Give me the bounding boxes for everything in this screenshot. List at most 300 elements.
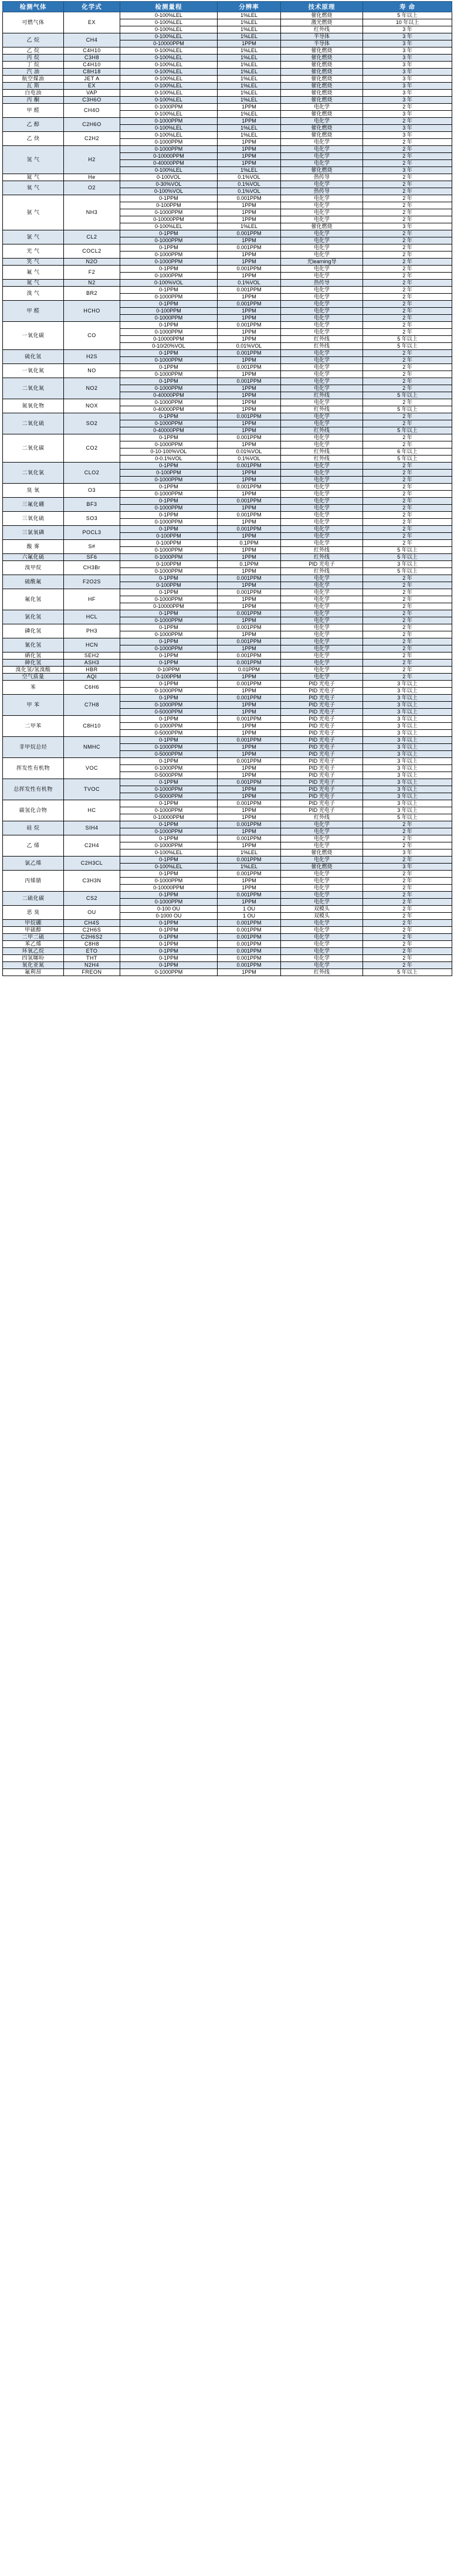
cell-formula: CO [64, 322, 120, 350]
cell-range: 0-1PPM [120, 244, 218, 252]
cell-gas-name: 二硫化碳 [3, 892, 64, 906]
cell-lifetime: 3 年 [363, 132, 452, 139]
table-row [3, 948, 452, 955]
cell-resolution: 0.001PPM [218, 962, 281, 969]
cell-range: 0-1000PPM [120, 104, 218, 111]
cell-technology: 电化学 [281, 441, 363, 448]
cell-lifetime: 2 年 [363, 842, 452, 849]
cell-resolution: 1PPM [218, 505, 281, 512]
cell-gas-name: 可燃气体 [3, 12, 64, 33]
cell-range: 0-1000PPM [120, 744, 218, 751]
cell-gas-name: 环氧乙烷 [3, 948, 64, 955]
cell-gas-name: 航空煤油 [3, 76, 64, 83]
cell-range: 0-1000PPM [120, 554, 218, 561]
cell-lifetime: 5 年以上 [363, 427, 452, 434]
cell-range: 0-1PPM [120, 857, 218, 864]
cell-resolution: 1 OU [218, 913, 281, 920]
cell-technology: 电化学 [281, 948, 363, 955]
cell-range: 0-1000PPM [120, 371, 218, 378]
cell-technology: 电化学 [281, 575, 363, 582]
table-row [3, 83, 452, 90]
cell-technology: 电化学 [281, 434, 363, 441]
cell-technology: PID 光电子 [281, 737, 363, 744]
cell-technology: 催化燃烧 [281, 69, 363, 76]
cell-range: 0-100%LEL [120, 55, 218, 62]
cell-technology: 催化燃烧 [281, 167, 363, 174]
cell-resolution: 0.001PPM [218, 266, 281, 273]
cell-technology: 电化学 [281, 216, 363, 223]
cell-lifetime: 2 年 [363, 104, 452, 111]
table-row [3, 301, 452, 308]
cell-range: 0-1000PPM [120, 807, 218, 814]
cell-resolution: 1PPM [218, 315, 281, 322]
cell-formula: O2 [64, 181, 120, 195]
table-row [3, 55, 452, 62]
table-row [3, 280, 452, 287]
table-row [3, 667, 452, 674]
table-row [3, 892, 452, 899]
cell-lifetime: 3 年以上 [363, 730, 452, 737]
cell-lifetime: 2 年 [363, 371, 452, 378]
cell-resolution: 1PPM [218, 674, 281, 681]
cell-lifetime: 2 年 [363, 913, 452, 920]
cell-technology: 红外线 [281, 568, 363, 575]
cell-technology: 催化燃烧 [281, 83, 363, 90]
cell-range: 0-1000PPM [120, 273, 218, 280]
cell-lifetime: 2 年 [363, 322, 452, 329]
cell-resolution: 0.001PPM [218, 653, 281, 660]
cell-lifetime: 2 年 [363, 878, 452, 885]
cell-lifetime: 5 年以上 [363, 568, 452, 575]
cell-range: 0-1PPM [120, 800, 218, 807]
cell-resolution: 1PPM [218, 631, 281, 638]
cell-resolution: 1%LEL [218, 97, 281, 104]
cell-resolution: 1PPM [218, 899, 281, 906]
cell-formula: BF3 [64, 498, 120, 512]
cell-gas-name: 甲硫醇 [3, 927, 64, 934]
cell-range: 0-5000PPM [120, 793, 218, 800]
cell-technology: 电化学 [281, 589, 363, 596]
cell-resolution: 0.001PPM [218, 892, 281, 899]
cell-resolution: 0.001PPM [218, 484, 281, 491]
cell-range: 0-100%LEL [120, 849, 218, 857]
cell-range: 0-100%LEL [120, 111, 218, 118]
cell-lifetime: 2 年 [363, 624, 452, 631]
cell-technology: PID 光电子 [281, 702, 363, 709]
cell-lifetime: 2 年 [363, 385, 452, 392]
cell-range: 0-1000PPM [120, 547, 218, 554]
cell-lifetime: 2 年 [363, 477, 452, 484]
cell-formula: HCN [64, 638, 120, 653]
cell-formula: COCL2 [64, 244, 120, 259]
cell-lifetime: 5 年以上 [363, 814, 452, 821]
cell-technology: 电化学 [281, 821, 363, 828]
cell-range: 0-100PPM [120, 582, 218, 589]
cell-technology: 电化学 [281, 512, 363, 519]
cell-technology: PID 光电子 [281, 744, 363, 751]
cell-lifetime: 2 年 [363, 962, 452, 969]
cell-gas-name: 丁 烷 [3, 62, 64, 69]
cell-technology: 电化学 [281, 927, 363, 934]
table-row [3, 955, 452, 962]
cell-range: 0-1PPM [120, 920, 218, 927]
column-header-technology: 技术原理 [281, 2, 363, 12]
cell-gas-name: 乙 醇 [3, 118, 64, 132]
cell-lifetime: 3 年以上 [363, 744, 452, 751]
cell-resolution: 0.1%VOL [218, 456, 281, 463]
cell-resolution: 0.001PPM [218, 920, 281, 927]
cell-technology: PID 光电子 [281, 772, 363, 779]
cell-gas-name: 二氧化硫 [3, 413, 64, 434]
cell-lifetime: 2 年 [363, 533, 452, 540]
table-row [3, 554, 452, 561]
cell-resolution: 1PPM [218, 139, 281, 146]
cell-resolution: 1PPM [218, 160, 281, 167]
cell-formula: C2H6S [64, 927, 120, 934]
cell-technology: 电化学 [281, 878, 363, 885]
cell-technology: 电化学 [281, 322, 363, 329]
cell-lifetime: 2 年 [363, 188, 452, 195]
cell-range: 0-1PPM [120, 484, 218, 491]
cell-range: 0-40000PPM [120, 160, 218, 167]
cell-gas-name: 空气质量 [3, 674, 64, 681]
cell-resolution: 0.1PPM [218, 561, 281, 568]
cell-range: 0-1PPM [120, 955, 218, 962]
cell-resolution: 0.001PPM [218, 737, 281, 744]
cell-range: 0-1000PPM [120, 617, 218, 624]
table-row [3, 561, 452, 568]
cell-range: 0-100 OU [120, 906, 218, 913]
cell-lifetime: 2 年 [363, 835, 452, 842]
cell-lifetime: 2 年 [363, 610, 452, 617]
table-row [3, 47, 452, 55]
cell-range: 0-1000PPM [120, 294, 218, 301]
gas-spec-table [2, 1, 452, 976]
table-row [3, 512, 452, 519]
cell-resolution: 1PPM [218, 554, 281, 561]
cell-lifetime: 2 年 [363, 470, 452, 477]
cell-technology: PID 光电子 [281, 723, 363, 730]
cell-range: 0-1PPM [120, 948, 218, 955]
cell-range: 0-1PPM [120, 716, 218, 723]
cell-range: 0-100%LEL [120, 12, 218, 19]
cell-lifetime: 2 年 [363, 920, 452, 927]
cell-lifetime: 2 年 [363, 660, 452, 667]
cell-lifetime: 2 年 [363, 505, 452, 512]
cell-range: 0-1000PPM [120, 765, 218, 772]
cell-range: 0-1PPM [120, 364, 218, 371]
cell-range: 0-1PPM [120, 681, 218, 688]
cell-formula: He [64, 174, 120, 181]
cell-range: 0-10000PPM [120, 216, 218, 223]
cell-range: 0-1000PPM [120, 828, 218, 835]
cell-resolution: 0.001PPM [218, 934, 281, 941]
cell-range: 0-5000PPM [120, 751, 218, 758]
cell-resolution: 1PPM [218, 470, 281, 477]
cell-resolution: 1PPM [218, 533, 281, 540]
cell-resolution: 0.001PPM [218, 301, 281, 308]
cell-lifetime: 2 年 [363, 181, 452, 188]
cell-gas-name: 氢 气 [3, 146, 64, 174]
cell-gas-name: 二甲二硫 [3, 934, 64, 941]
table-body [3, 12, 452, 976]
cell-technology: PID 光电子 [281, 786, 363, 793]
cell-range: 0-1PPM [120, 758, 218, 765]
cell-technology: 半导体 [281, 33, 363, 40]
cell-technology: 电化学 [281, 104, 363, 111]
cell-gas-name: 溴甲烷 [3, 561, 64, 575]
cell-formula: CO2 [64, 434, 120, 463]
cell-lifetime: 2 年 [363, 195, 452, 202]
cell-technology: 电化学 [281, 871, 363, 878]
cell-resolution: 1PPM [218, 709, 281, 716]
cell-resolution: 1PPM [218, 420, 281, 427]
cell-resolution: 1PPM [218, 730, 281, 737]
cell-gas-name: 甲 醛 [3, 104, 64, 118]
cell-range: 0-1PPM [120, 835, 218, 842]
cell-resolution: 1%LEL [218, 12, 281, 19]
table-row [3, 132, 452, 139]
cell-resolution: 1PPM [218, 441, 281, 448]
cell-technology: 电化学 [281, 653, 363, 660]
cell-technology: 电化学 [281, 195, 363, 202]
cell-range: 0-10000PPM [120, 153, 218, 160]
cell-range: 0-100PPM [120, 202, 218, 209]
cell-resolution: 0.001PPM [218, 716, 281, 723]
table-row [3, 399, 452, 406]
cell-lifetime: 3 年以上 [363, 737, 452, 744]
cell-range: 0-1000PPM [120, 399, 218, 406]
cell-resolution: 0.001PPM [218, 835, 281, 842]
cell-lifetime: 2 年 [363, 828, 452, 835]
table-row [3, 758, 452, 765]
cell-technology: 红外线 [281, 554, 363, 561]
cell-resolution: 1PPM [218, 842, 281, 849]
cell-range: 0-1000PPM [120, 237, 218, 244]
cell-lifetime: 3 年 [363, 125, 452, 132]
cell-range: 0-1PPM [120, 498, 218, 505]
cell-lifetime: 2 年 [363, 667, 452, 674]
cell-lifetime: 10 年以上 [363, 19, 452, 26]
cell-gas-name: 乙 烯 [3, 835, 64, 857]
cell-technology: 催化燃烧 [281, 12, 363, 19]
cell-resolution: 0.001PPM [218, 955, 281, 962]
cell-lifetime: 2 年 [363, 934, 452, 941]
cell-lifetime: 2 年 [363, 280, 452, 287]
table-row [3, 463, 452, 470]
cell-gas-name: 氮氧化物 [3, 399, 64, 413]
cell-formula: CH4S [64, 920, 120, 927]
cell-lifetime: 2 年 [363, 603, 452, 610]
cell-lifetime: 2 年 [363, 519, 452, 526]
cell-formula: C7H8 [64, 695, 120, 716]
cell-range: 0-100PPM [120, 308, 218, 315]
cell-technology: 电化学 [281, 857, 363, 864]
cell-range: 0-1PPM [120, 589, 218, 596]
cell-lifetime: 2 年 [363, 202, 452, 209]
cell-lifetime: 2 年 [363, 575, 452, 582]
cell-technology: 催化燃烧 [281, 62, 363, 69]
cell-gas-name: 瓦 斯 [3, 83, 64, 90]
table-row [3, 653, 452, 660]
cell-lifetime: 2 年 [363, 441, 452, 448]
cell-resolution: 1PPM [218, 645, 281, 653]
cell-formula: CLO2 [64, 463, 120, 484]
cell-technology: PID 光电子 [281, 695, 363, 702]
table-row [3, 69, 452, 76]
cell-range: 0-1PPM [120, 653, 218, 660]
cell-lifetime: 3 年以上 [363, 695, 452, 702]
cell-range: 0-100%VOL [120, 280, 218, 287]
cell-formula: C3H6O [64, 97, 120, 104]
cell-technology: 电化学 [281, 962, 363, 969]
cell-range: 0-10000PPM [120, 336, 218, 343]
cell-resolution: 1%LEL [218, 26, 281, 33]
cell-resolution: 1PPM [218, 118, 281, 125]
table-row [3, 364, 452, 371]
cell-formula: VAP [64, 90, 120, 97]
cell-range: 0-1000PPM [120, 568, 218, 575]
cell-range: 0-100%LEL [120, 167, 218, 174]
cell-resolution: 0.001PPM [218, 927, 281, 934]
table-row [3, 920, 452, 927]
table-row [3, 857, 452, 864]
cell-range: 0-1000PPM [120, 118, 218, 125]
cell-gas-name: 氧化亚氮 [3, 962, 64, 969]
cell-technology: 电化学 [281, 308, 363, 315]
cell-range: 0-100PPM [120, 533, 218, 540]
cell-lifetime: 3 年以上 [363, 561, 452, 568]
cell-technology: 红外线 [281, 336, 363, 343]
cell-technology: 电化学 [281, 252, 363, 259]
cell-range: 0-100%LEL [120, 132, 218, 139]
cell-formula: C4H10 [64, 62, 120, 69]
cell-resolution: 0.01PPM [218, 667, 281, 674]
cell-formula: EX [64, 12, 120, 33]
cell-resolution: 1%LEL [218, 167, 281, 174]
cell-range: 0-1000PPM [120, 420, 218, 427]
cell-gas-name: 三氟化硼 [3, 498, 64, 512]
cell-range: 0-100%LEL [120, 76, 218, 83]
cell-gas-name: 苯乙烯 [3, 941, 64, 948]
cell-lifetime: 5 年以上 [363, 547, 452, 554]
cell-technology: 红外线 [281, 448, 363, 456]
cell-formula: S# [64, 540, 120, 554]
cell-lifetime: 5 年以上 [363, 343, 452, 350]
cell-lifetime: 5 年以上 [363, 554, 452, 561]
cell-lifetime: 5 年以上 [363, 969, 452, 976]
cell-resolution: 1%LEL [218, 33, 281, 40]
cell-range: 0-1PPM [120, 378, 218, 385]
cell-range: 0-1000PPM [120, 688, 218, 695]
cell-technology: 电化学 [281, 420, 363, 427]
cell-gas-name: 氯乙烯 [3, 857, 64, 871]
cell-formula: NH3 [64, 195, 120, 230]
table-row [3, 540, 452, 547]
cell-technology: 光learning导 [281, 259, 363, 266]
cell-formula: C4H10 [64, 47, 120, 55]
cell-technology: 电化学 [281, 540, 363, 547]
table-header [3, 2, 452, 12]
cell-resolution: 1PPM [218, 596, 281, 603]
cell-resolution: 1%LEL [218, 223, 281, 230]
cell-resolution: 1PPM [218, 385, 281, 392]
cell-resolution: 0.001PPM [218, 378, 281, 385]
cell-formula: ETO [64, 948, 120, 955]
cell-resolution: 1PPM [218, 427, 281, 434]
cell-technology: PID 光电子 [281, 709, 363, 716]
cell-technology: 催化燃烧 [281, 55, 363, 62]
table-row [3, 737, 452, 744]
cell-technology: 双模头 [281, 906, 363, 913]
cell-lifetime: 2 年 [363, 948, 452, 955]
cell-resolution: 0.001PPM [218, 287, 281, 294]
cell-technology: PID 光电子 [281, 561, 363, 568]
cell-formula: CS2 [64, 892, 120, 906]
cell-resolution: 0.001PPM [218, 244, 281, 252]
cell-lifetime: 3 年 [363, 33, 452, 40]
cell-lifetime: 2 年 [363, 596, 452, 603]
cell-range: 0-1000 OU [120, 913, 218, 920]
cell-resolution: 0.001PPM [218, 948, 281, 955]
cell-resolution: 1PPM [218, 751, 281, 758]
cell-range: 0-1000PPM [120, 723, 218, 730]
cell-resolution: 1PPM [218, 582, 281, 589]
cell-gas-name: 一氧化碳 [3, 322, 64, 350]
cell-range: 0-1000PPM [120, 357, 218, 364]
cell-gas-name: 笑 气 [3, 259, 64, 266]
cell-formula: C8H18 [64, 69, 120, 76]
cell-lifetime: 2 年 [363, 259, 452, 266]
cell-lifetime: 2 年 [363, 273, 452, 280]
cell-lifetime: 3 年以上 [363, 786, 452, 793]
cell-gas-name: 溴化氢/氢溴酸 [3, 667, 64, 674]
cell-lifetime: 2 年 [363, 139, 452, 146]
cell-resolution: 1 OU [218, 906, 281, 913]
cell-range: 0-1000PPM [120, 259, 218, 266]
cell-resolution: 0.001PPM [218, 758, 281, 765]
cell-range: 0-1000PPM [120, 596, 218, 603]
cell-range: 0-1PPM [120, 434, 218, 441]
cell-technology: 电化学 [281, 301, 363, 308]
cell-resolution: 0.001PPM [218, 364, 281, 371]
cell-lifetime: 2 年 [363, 160, 452, 167]
cell-gas-name: 碳氢化合物 [3, 800, 64, 821]
cell-technology: PID 光电子 [281, 681, 363, 688]
table-row [3, 413, 452, 420]
cell-lifetime: 2 年 [363, 434, 452, 441]
cell-lifetime: 2 年 [363, 252, 452, 259]
cell-gas-name: 乙 炔 [3, 132, 64, 146]
cell-gas-name: 白电油 [3, 90, 64, 97]
cell-lifetime: 2 年 [363, 294, 452, 301]
cell-formula: C2H6O [64, 118, 120, 132]
cell-gas-name: 光 气 [3, 244, 64, 259]
cell-range: 0-1PPM [120, 941, 218, 948]
cell-formula: CL2 [64, 230, 120, 244]
cell-formula: OU [64, 906, 120, 920]
cell-gas-name: 四氢噻吩 [3, 955, 64, 962]
cell-resolution: 0.001PPM [218, 695, 281, 702]
cell-formula: C3H8 [64, 55, 120, 62]
cell-lifetime: 2 年 [363, 350, 452, 357]
cell-gas-name: 溴 气 [3, 287, 64, 301]
cell-technology: 热传导 [281, 188, 363, 195]
cell-range: 0-1PPM [120, 526, 218, 533]
cell-technology: 催化燃烧 [281, 76, 363, 83]
table-row [3, 800, 452, 807]
cell-resolution: 1%LEL [218, 19, 281, 26]
